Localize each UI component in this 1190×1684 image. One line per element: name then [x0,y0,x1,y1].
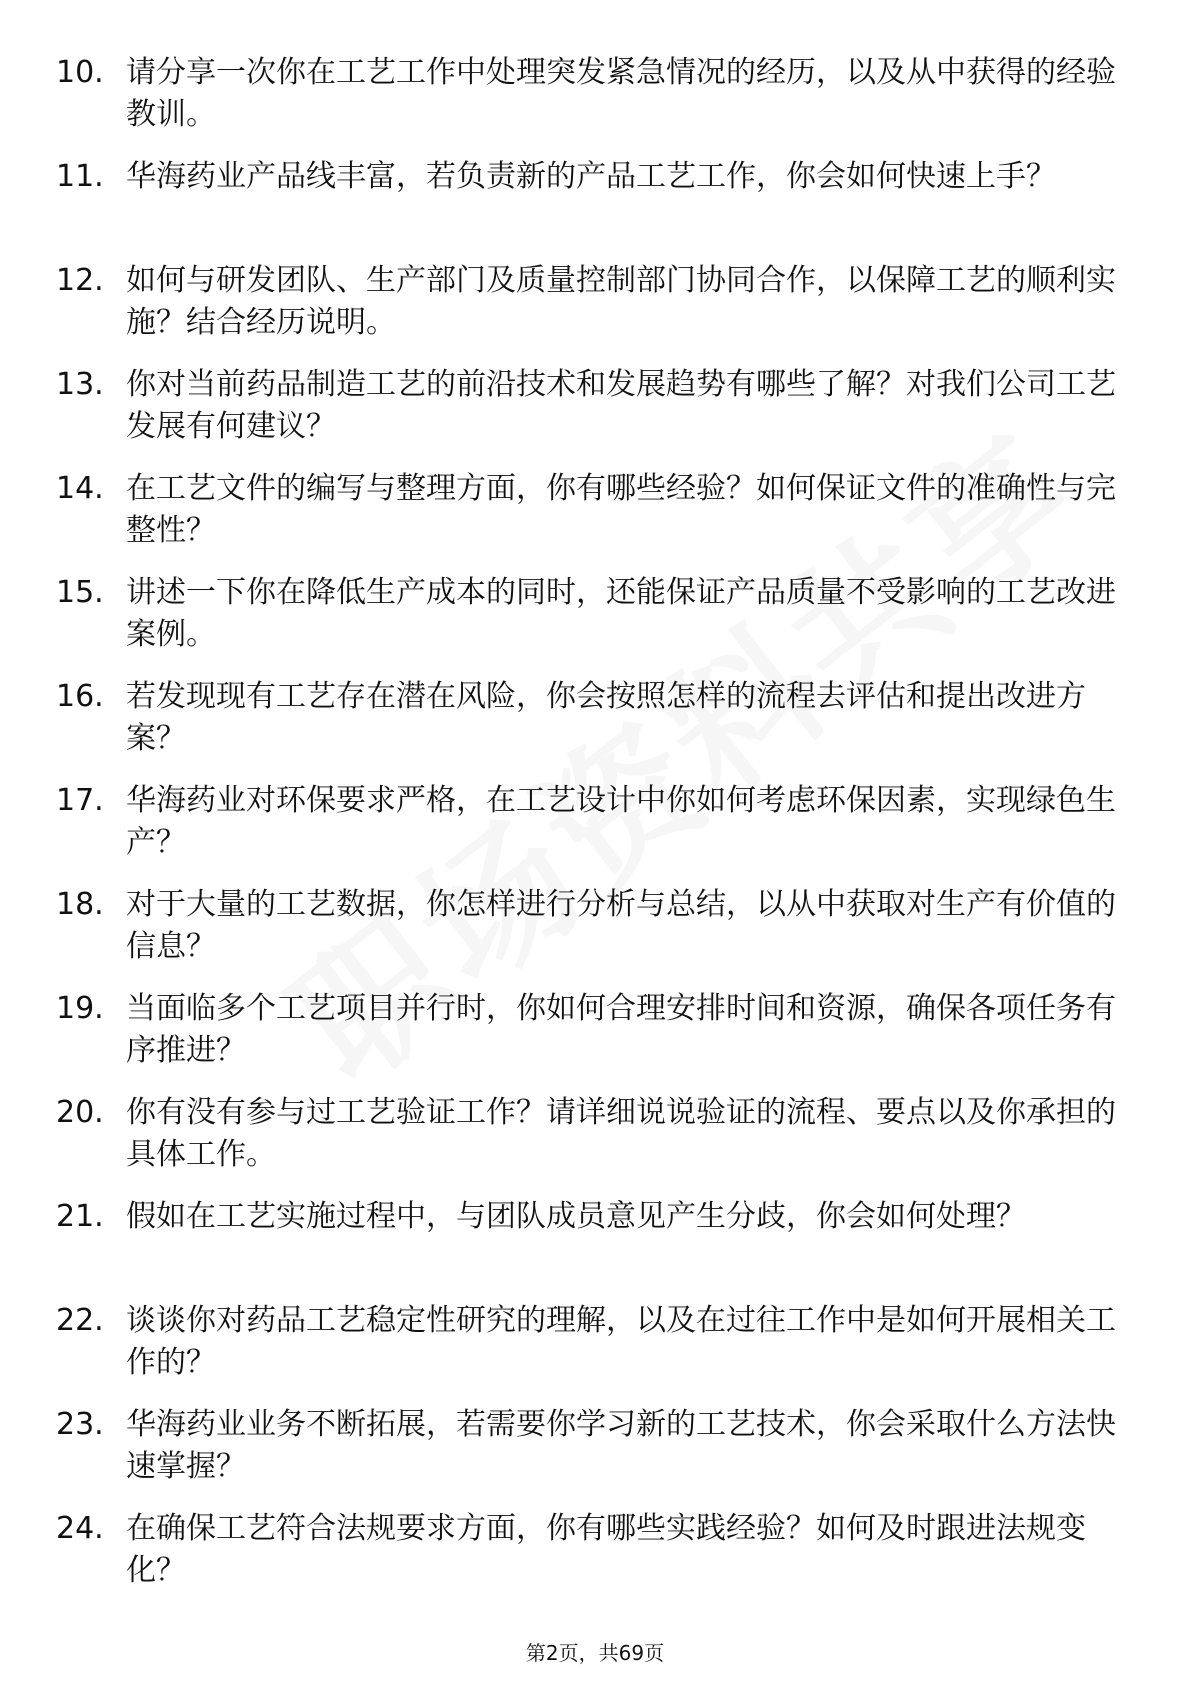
question-item [56,1196,1116,1300]
question-text: 当面临多个工艺项目并行时，你如何合理安排时间和资源，确保各项任务有序推进？ [126,991,1116,1068]
question-number: 14. [56,471,104,506]
question-item [56,676,1116,780]
question-list [56,52,1116,1612]
question-text: 你有没有参与过工艺验证工作？请详细说说验证的流程、要点以及你承担的具体工作。 [126,1095,1116,1172]
question-item [56,260,1116,364]
question-number: 18. [56,887,104,922]
question-number: 23. [56,1407,104,1442]
page-footer [0,1637,1190,1666]
question-item [56,572,1116,676]
question-item [56,780,1116,884]
question-text: 在工艺文件的编写与整理方面，你有哪些经验？如何保证文件的准确性与完整性？ [126,471,1116,548]
question-text: 请分享一次你在工艺工作中处理突发紧急情况的经历，以及从中获得的经验教训。 [126,55,1116,132]
question-text: 华海药业产品线丰富，若负责新的产品工艺工作，你会如何快速上手？ [126,159,1056,194]
question-item [56,1508,1116,1612]
question-item [56,1404,1116,1508]
question-item [56,468,1116,572]
question-text: 若发现现有工艺存在潜在风险，你会按照怎样的流程去评估和提出改进方案？ [126,679,1086,756]
question-text: 假如在工艺实施过程中，与团队成员意见产生分歧，你会如何处理？ [126,1199,1026,1234]
question-number: 17. [56,783,104,818]
question-item [56,364,1116,468]
question-item [56,52,1116,156]
question-number: 11. [56,159,104,194]
question-number: 19. [56,991,104,1026]
question-number: 12. [56,263,104,298]
question-text: 谈谈你对药品工艺稳定性研究的理解，以及在过往工作中是如何开展相关工作的？ [126,1303,1116,1380]
question-text: 讲述一下你在降低生产成本的同时，还能保证产品质量不受影响的工艺改进案例。 [126,575,1116,652]
question-text: 在确保工艺符合法规要求方面，你有哪些实践经验？如何及时跟进法规变化？ [126,1511,1086,1588]
question-number: 22. [56,1303,104,1338]
page-number-label: 第2页，共69页 [525,1641,665,1665]
question-item [56,1300,1116,1404]
question-text: 华海药业对环保要求严格，在工艺设计中你如何考虑环保因素，实现绿色生产？ [126,783,1116,860]
question-text: 华海药业业务不断拓展，若需要你学习新的工艺技术，你会采取什么方法快速掌握？ [126,1407,1116,1484]
question-text: 你对当前药品制造工艺的前沿技术和发展趋势有哪些了解？对我们公司工艺发展有何建议？ [126,367,1116,444]
question-item [56,156,1116,260]
question-number: 24. [56,1511,104,1546]
question-text: 如何与研发团队、生产部门及质量控制部门协同合作，以保障工艺的顺利实施？结合经历说明。 [126,263,1116,340]
question-number: 21. [56,1199,104,1234]
question-number: 16. [56,679,104,714]
question-item [56,988,1116,1092]
question-item [56,1092,1116,1196]
question-number: 20. [56,1095,104,1130]
question-text: 对于大量的工艺数据，你怎样进行分析与总结，以从中获取对生产有价值的信息？ [126,887,1116,964]
question-number: 10. [56,55,104,90]
question-number: 15. [56,575,104,610]
question-number: 13. [56,367,104,402]
question-item [56,884,1116,988]
